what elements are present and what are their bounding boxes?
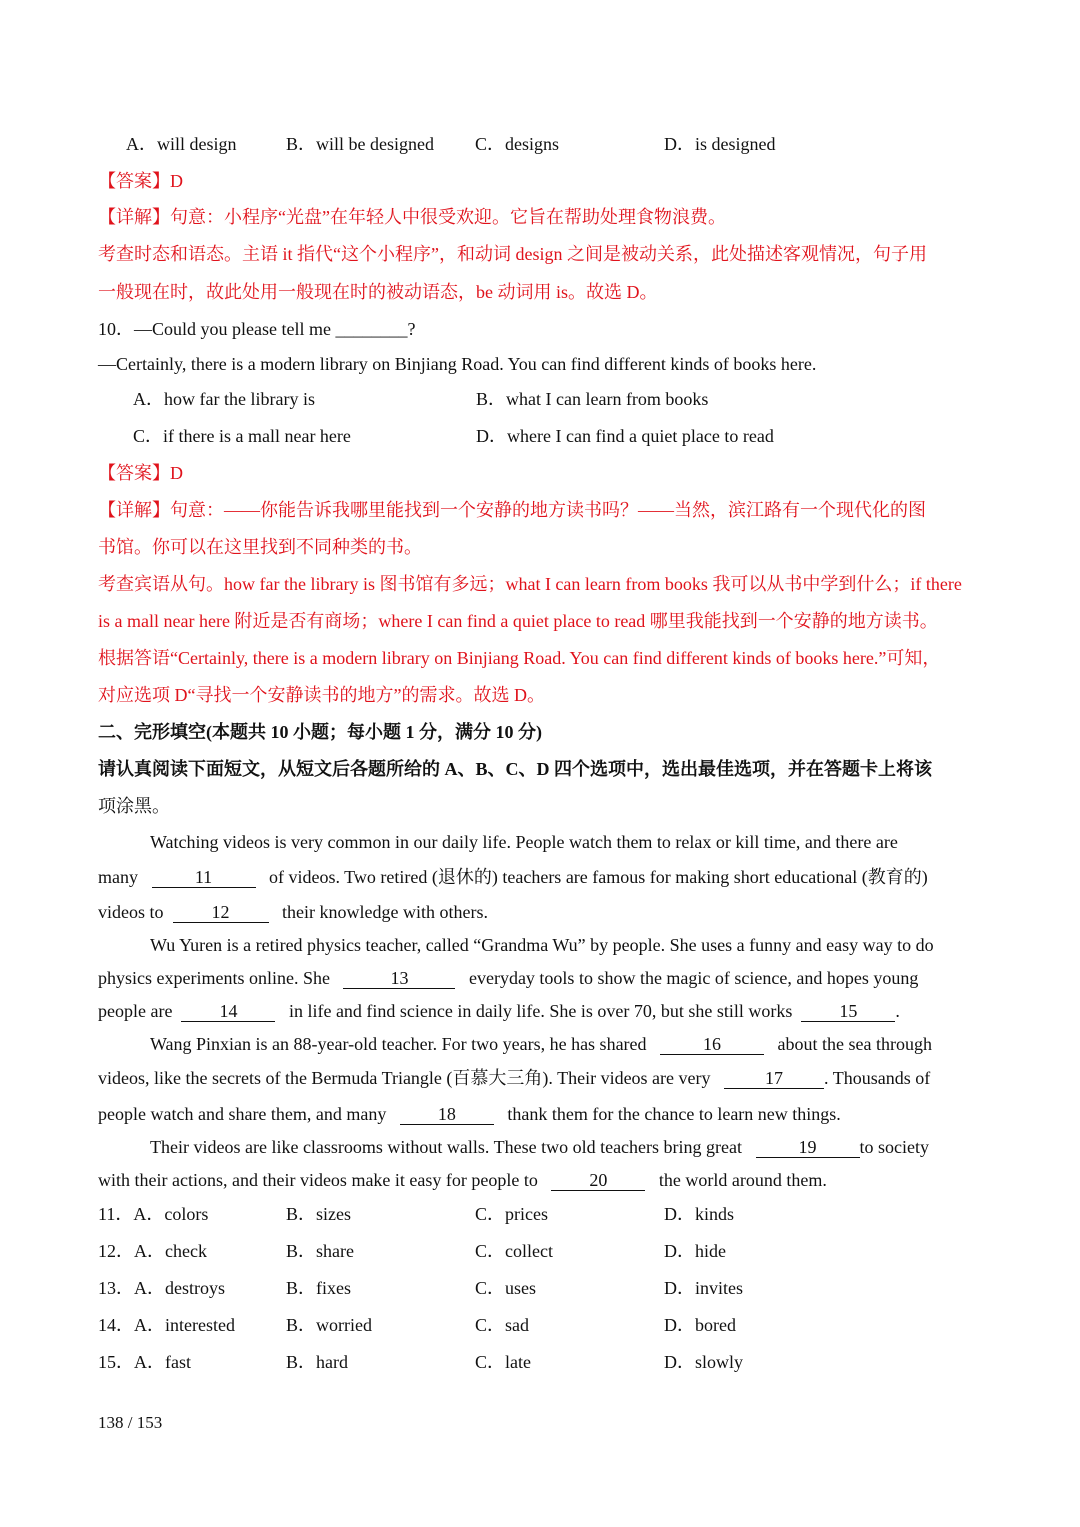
q10-explain-5: 根据答语“Certainly, there is a modern library on Binjiang Road. You can find different kinds of books here.”可知，	[98, 648, 941, 668]
passage-p2-line1: Wu Yuren is a retired physics teacher, called “Grandma Wu” by people. She uses a funny and easy way to do	[150, 935, 934, 955]
q10-explain-1: 【详解】句意：——你能告诉我哪里能找到一个安静的地方读书吗？——当然，滨江路有一个现代化的图	[98, 500, 926, 520]
q10-option-b: B．what I can learn from books	[476, 389, 709, 409]
q9-explain-2: 考查时态和语态。主语 it 指代“这个小程序”，和动词 design 之间是被动关系，此处描述客观情况，句子用	[98, 244, 927, 264]
page-number: 138 / 153	[98, 1413, 163, 1432]
q9-explain-1: 【详解】句意：小程序“光盘”在年轻人中很受欢迎。它旨在帮助处理食物浪费。	[98, 207, 726, 227]
blank-11: 11	[152, 867, 256, 888]
q10-option-c: C．if there is a mall near here	[133, 426, 351, 446]
blank-15: 15	[801, 1001, 895, 1022]
choice-15-d: D．slowly	[664, 1352, 744, 1372]
choice-14-b: B．worried	[286, 1315, 372, 1335]
choice-13-d: D．invites	[664, 1278, 743, 1298]
blank-19: 19	[756, 1137, 860, 1158]
passage-p3-line2: videos, like the secrets of the Bermuda Triangle (百慕大三角). Their videos are very 17 . Thousands of	[98, 1068, 931, 1088]
q9-explain-3: 一般现在时，故此处用一般现在时的被动语态，be 动词用 is。故选 D。	[98, 282, 658, 302]
blank-14: 14	[181, 1001, 275, 1022]
section-instruction-1: 请认真阅读下面短文，从短文后各题所给的 A、B、C、D 四个选项中，选出最佳选项，并在答题卡上将该	[98, 759, 932, 779]
choice-12-b: B．share	[286, 1241, 354, 1261]
q9-option-c: C．designs	[475, 134, 560, 154]
passage-p1-line1: Watching videos is very common in our daily life. People watch them to relax or kill time, and there are	[150, 832, 898, 852]
choice-15-a: 15．A．fast	[98, 1352, 191, 1372]
blank-12: 12	[173, 902, 269, 923]
q9-option-a: A．will design	[126, 134, 237, 154]
passage-p4-line2: with their actions, and their videos make it easy for people to 20 the world around them.	[98, 1170, 827, 1190]
q10-answer: 【答案】D	[98, 463, 183, 483]
section-title: 二、完形填空(本题共 10 小题；每小题 1 分，满分 10 分)	[98, 722, 542, 742]
choice-13-b: B．fixes	[286, 1278, 351, 1298]
choice-14-a: 14．A．interested	[98, 1315, 235, 1335]
q10-explain-6: 对应选项 D“寻找一个安静读书的地方”的需求。故选 D。	[98, 685, 545, 705]
passage-p3-line3: people watch and share them, and many 18 thank them for the chance to learn new things.	[98, 1104, 841, 1124]
q9-option-d: D．is designed	[664, 134, 776, 154]
q10-option-d: D．where I can find a quiet place to read	[476, 426, 774, 446]
choice-11-c: C．prices	[475, 1204, 548, 1224]
q10-explain-3: 考查宾语从句。how far the library is 图书馆有多远；what I can learn from books 我可以从书中学到什么；if there	[98, 574, 962, 594]
passage-p2-line2: physics experiments online. She 13 everyday tools to show the magic of science, and hopes young	[98, 968, 919, 988]
q10-option-a: A．how far the library is	[133, 389, 315, 409]
q9-option-b: B．will be designed	[286, 134, 434, 154]
choice-14-d: D．bored	[664, 1315, 736, 1335]
passage-p2-line3: people are 14 in life and find science in daily life. She is over 70, but she still works 15 .	[98, 1001, 900, 1021]
choice-13-a: 13．A．destroys	[98, 1278, 225, 1298]
passage-p3-line1: Wang Pinxian is an 88-year-old teacher. For two years, he has shared 16 about the sea through	[150, 1034, 933, 1054]
q10-reply: —Certainly, there is a modern library on Binjiang Road. You can find different kinds of books here.	[98, 354, 817, 374]
choice-15-c: C．late	[475, 1352, 531, 1372]
choice-12-c: C．collect	[475, 1241, 553, 1261]
choice-13-c: C．uses	[475, 1278, 537, 1298]
section-instruction-2: 项涂黑。	[98, 796, 170, 816]
choice-12-a: 12．A．check	[98, 1241, 207, 1261]
blank-16: 16	[660, 1034, 764, 1055]
blank-20: 20	[551, 1170, 645, 1191]
choice-14-c: C．sad	[475, 1315, 529, 1335]
choice-11-a: 11．A．colors	[98, 1204, 209, 1224]
passage-p1-line3: videos to 12 their knowledge with others.	[98, 902, 488, 922]
blank-13: 13	[343, 968, 455, 989]
q10-explain-4: is a mall near here 附近是否有商场；where I can find a quiet place to read 哪里我能找到一个安静的地方读书。	[98, 611, 938, 631]
choice-12-d: D．hide	[664, 1241, 726, 1261]
passage-p4-line1: Their videos are like classrooms without walls. These two old teachers bring great 19 to society	[150, 1137, 930, 1157]
choice-11-b: B．sizes	[286, 1204, 351, 1224]
blank-18: 18	[400, 1104, 494, 1125]
q10-explain-2: 书馆。你可以在这里找到不同种类的书。	[98, 537, 422, 557]
blank-17: 17	[724, 1068, 824, 1089]
choice-15-b: B．hard	[286, 1352, 348, 1372]
q10-question: 10．—Could you please tell me ________?	[98, 319, 416, 339]
choice-11-d: D．kinds	[664, 1204, 735, 1224]
passage-p1-line2: many 11 of videos. Two retired (退休的) teachers are famous for making short educational (教育的)	[98, 867, 928, 887]
q9-answer: 【答案】D	[98, 171, 183, 191]
